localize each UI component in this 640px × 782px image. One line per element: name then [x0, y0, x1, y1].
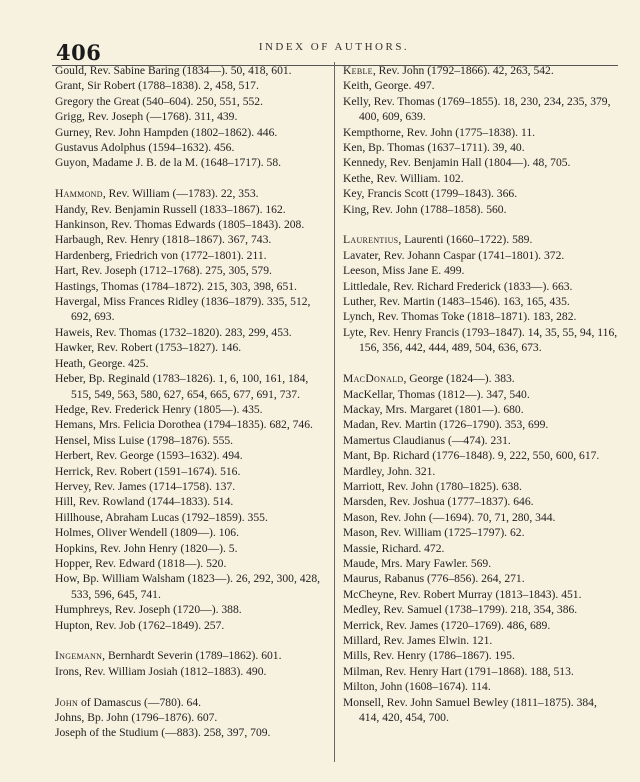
index-entry: [55, 371, 331, 402]
entry-text: of Damascus (—780). 64.: [78, 695, 202, 709]
index-entry: [55, 556, 331, 571]
entry-text: , Rev. John (1792–1866). 42, 263, 542.: [372, 64, 554, 77]
index-entry: [343, 309, 618, 324]
section-gap: [343, 217, 618, 232]
index-entry: [343, 279, 618, 294]
index-entry: [55, 494, 331, 509]
right-column: [343, 63, 618, 725]
index-entry: [343, 140, 618, 155]
entry-text: Hedge, Rev. Frederick Henry (1805—). 435.: [55, 402, 263, 416]
index-entry: [55, 541, 331, 556]
index-entry: [343, 510, 618, 525]
index-entry: [343, 155, 618, 170]
entry-text: Joseph of the Studium (—883). 258, 397, 709.: [55, 726, 271, 740]
entry-text: McCheyne, Rev. Robert Murray (1813–1843). 451.: [343, 587, 582, 601]
column-divider: [334, 62, 335, 762]
entry-text: Gurney, Rev. John Hampden (1802–1862). 446.: [55, 125, 278, 139]
entry-text: King, Rev. John (1788–1858). 560.: [343, 202, 507, 216]
entry-text: Massie, Richard. 472.: [343, 541, 445, 555]
section-gap: [343, 356, 618, 371]
entry-text: Leeson, Miss Jane E. 499.: [343, 264, 465, 278]
index-entry: [55, 479, 331, 494]
index-entry: [55, 618, 331, 633]
index-entry: [343, 232, 618, 247]
entry-text: Medley, Rev. Samuel (1738–1799). 218, 354, 386.: [343, 603, 578, 617]
index-entry: [55, 248, 331, 263]
entry-text: Maude, Mrs. Mary Fawler. 569.: [343, 556, 492, 570]
index-entry: [55, 155, 331, 170]
entry-text: Hervey, Rev. James (1714–1758). 137.: [55, 479, 236, 493]
index-entry: [55, 571, 331, 602]
index-entry: [55, 433, 331, 448]
index-entry: [55, 417, 331, 432]
index-entry: [343, 464, 618, 479]
entry-text: Humphreys, Rev. Joseph (1720—). 388.: [55, 603, 242, 617]
entry-text: Hillhouse, Abraham Lucas (1792–1859). 355.: [55, 510, 268, 524]
section-lead-name: Laurentius: [343, 233, 399, 247]
left-column: [55, 63, 331, 741]
index-entry: [55, 263, 331, 278]
entry-text: Gregory the Great (540–604). 250, 551, 552.: [55, 94, 263, 108]
entry-text: Mackay, Mrs. Margaret (1801—). 680.: [343, 402, 524, 416]
index-entry: [343, 371, 618, 386]
index-entry: [55, 63, 331, 78]
index-entry: [343, 125, 618, 140]
index-entry: [343, 664, 618, 679]
entry-text: Mardley, John. 321.: [343, 464, 436, 478]
index-entry: [343, 479, 618, 494]
entry-text: Hopper, Rev. Edward (1818—). 520.: [55, 556, 227, 570]
index-entry: [55, 525, 331, 540]
entry-text: Hankinson, Rev. Thomas Edwards (1805–1843). 208.: [55, 218, 305, 232]
entry-text: Millard, Rev. James Elwin. 121.: [343, 634, 493, 647]
entry-text: Havergal, Miss Frances Ridley (1836–1879). 335, 512, 692, 693.: [55, 295, 311, 324]
index-entry: [55, 94, 331, 109]
entry-text: Hawker, Rev. Robert (1753–1827). 146.: [55, 341, 242, 355]
index-entry: [343, 402, 618, 417]
index-entry: [55, 186, 331, 201]
entry-text: Grigg, Rev. Joseph (—1768). 311, 439.: [55, 110, 238, 124]
index-entry: [343, 94, 618, 125]
index-entry: [55, 217, 331, 232]
index-entry: [55, 510, 331, 525]
entry-text: Haweis, Rev. Thomas (1732–1820). 283, 299, 453.: [55, 325, 292, 339]
index-entry: [55, 402, 331, 417]
index-entry: [343, 571, 618, 586]
index-entry: [343, 618, 618, 633]
entry-text: Gould, Rev. Sabine Baring (1834—). 50, 418, 601.: [55, 64, 292, 77]
index-entry: [55, 602, 331, 617]
entry-text: Hemans, Mrs. Felicia Dorothea (1794–1835). 682, 746.: [55, 418, 313, 432]
entry-text: Hupton, Rev. Job (1762–1849). 257.: [55, 618, 225, 632]
index-entry: [55, 464, 331, 479]
index-entry: [343, 541, 618, 556]
entry-text: Hill, Rev. Rowland (1744–1833). 514.: [55, 495, 234, 509]
index-entry: [55, 202, 331, 217]
entry-text: Merrick, Rev. James (1720–1769). 486, 689.: [343, 618, 551, 632]
entry-text: Madan, Rev. Martin (1726–1790). 353, 699.: [343, 418, 549, 432]
entry-text: Mason, Rev. William (1725–1797). 62.: [343, 526, 525, 540]
entry-text: Lyte, Rev. Henry Francis (1793–1847). 14, 35, 55, 94, 116, 156, 356, 442, 444, 489, 504, 636, 673.: [343, 325, 618, 355]
index-entry: [343, 695, 618, 726]
index-entry: [55, 325, 331, 340]
entry-text: How, Bp. William Walsham (1823—). 26, 292, 300, 428, 533, 596, 645, 741.: [55, 572, 321, 601]
index-entry: [55, 140, 331, 155]
entry-text: Harbaugh, Rev. Henry (1818–1867). 367, 743.: [55, 233, 272, 247]
entry-text: Lynch, Rev. Thomas Toke (1818–1871). 183, 282.: [343, 310, 577, 324]
index-entry: [55, 695, 331, 710]
index-entry: [55, 340, 331, 355]
entry-text: Irons, Rev. William Josiah (1812–1883). 490.: [55, 664, 267, 678]
section-lead-name: Ingemann: [55, 649, 103, 663]
index-entry: [343, 417, 618, 432]
index-entry: [343, 186, 618, 201]
entry-text: Marriott, Rev. John (1780–1825). 638.: [343, 479, 522, 493]
entry-text: Keith, George. 497.: [343, 79, 435, 93]
index-entry: [343, 587, 618, 602]
entry-text: , Laurenti (1660–1722). 589.: [398, 233, 533, 247]
index-entry: [343, 387, 618, 402]
entry-text: Kempthorne, Rev. John (1775–1838). 11.: [343, 125, 536, 139]
section-gap: [55, 171, 331, 186]
entry-text: Hensel, Miss Luise (1798–1876). 555.: [55, 433, 234, 447]
entry-text: Holmes, Oliver Wendell (1809—). 106.: [55, 526, 239, 540]
index-entry: [55, 448, 331, 463]
index-entry: [343, 648, 618, 663]
entry-text: Handy, Rev. Benjamin Russell (1833–1867). 162.: [55, 202, 286, 216]
entry-text: Kennedy, Rev. Benjamin Hall (1804—). 48, 705.: [343, 156, 571, 170]
section-lead-name: Keble: [343, 64, 373, 77]
index-entry: [343, 556, 618, 571]
entry-text: Mason, Rev. John (—1694). 70, 71, 280, 344.: [343, 510, 556, 524]
entry-text: Ken, Bp. Thomas (1637–1711). 39, 40.: [343, 141, 525, 155]
entry-text: Lavater, Rev. Johann Caspar (1741–1801). 372.: [343, 248, 565, 262]
entry-text: Kelly, Rev. Thomas (1769–1855). 18, 230, 234, 235, 379, 400, 609, 639.: [343, 94, 611, 124]
entry-text: , George (1824—). 383.: [403, 372, 515, 386]
index-entry: [343, 448, 618, 463]
index-entry: [343, 63, 618, 78]
section-gap: [55, 679, 331, 694]
index-entry: [343, 78, 618, 93]
index-entry: [343, 294, 618, 309]
entry-text: Gustavus Adolphus (1594–1632). 456.: [55, 141, 235, 155]
index-entry: [55, 279, 331, 294]
entry-text: Kethe, Rev. William. 102.: [343, 171, 464, 185]
entry-text: Herrick, Rev. Robert (1591–1674). 516.: [55, 464, 241, 478]
entry-text: Heath, George. 425.: [55, 356, 149, 370]
entry-text: Maurus, Rabanus (776–856). 264, 271.: [343, 572, 525, 586]
index-entry: [343, 202, 618, 217]
index-entry: [55, 109, 331, 124]
index-entry: [343, 679, 618, 694]
section-lead-name: John: [55, 695, 79, 709]
entry-text: Mills, Rev. Henry (1786–1867). 195.: [343, 649, 515, 663]
index-entry: [343, 494, 618, 509]
entry-text: Hart, Rev. Joseph (1712–1768). 275, 305, 579.: [55, 264, 272, 278]
entry-text: , Bernhardt Severin (1789–1862). 601.: [102, 649, 282, 663]
entry-text: Hastings, Thomas (1784–1872). 215, 303, 398, 651.: [55, 279, 297, 293]
index-entry: [55, 125, 331, 140]
index-entry: [343, 602, 618, 617]
index-entry: [55, 648, 331, 663]
index-entry: [55, 78, 331, 93]
entry-text: Guyon, Madame J. B. de la M. (1648–1717). 58.: [55, 156, 282, 170]
page-number: 406: [56, 40, 102, 65]
index-entry: [343, 325, 618, 356]
entry-text: Littledale, Rev. Richard Frederick (1833—). 663.: [343, 279, 573, 293]
entry-text: Marsden, Rev. Joshua (1777–1837). 646.: [343, 495, 534, 509]
index-entry: [343, 633, 618, 648]
entry-text: Milman, Rev. Henry Hart (1791–1868). 188, 513.: [343, 664, 574, 678]
entry-text: Heber, Bp. Reginald (1783–1826). 1, 6, 100, 161, 184, 515, 549, 563, 580, 627, 654, 665, 677, 691, 737.: [55, 372, 309, 401]
index-entry: [55, 294, 331, 325]
entry-text: Hardenberg, Friedrich von (1772–1801). 211.: [55, 248, 267, 262]
entry-text: Mant, Bp. Richard (1776–1848). 9, 222, 550, 600, 617.: [343, 449, 600, 463]
index-entry: [55, 664, 331, 679]
index-entry: [343, 525, 618, 540]
entry-text: Johns, Bp. John (1796–1876). 607.: [55, 711, 218, 725]
running-head: INDEX OF AUTHORS.: [258, 41, 410, 53]
index-entry: [55, 232, 331, 247]
section-lead-name: Hammond: [55, 187, 103, 201]
entry-text: , Rev. William (—1783). 22, 353.: [102, 187, 259, 201]
entry-text: Milton, John (1608–1674). 114.: [343, 680, 491, 694]
entry-text: Luther, Rev. Martin (1483–1546). 163, 165, 435.: [343, 295, 570, 309]
index-entry: [55, 710, 331, 725]
section-gap: [55, 633, 331, 648]
entry-text: MacKellar, Thomas (1812—). 347, 540.: [343, 387, 530, 401]
section-lead-name: MacDonald: [343, 372, 404, 386]
entry-text: Grant, Sir Robert (1788–1838). 2, 458, 517.: [55, 79, 259, 93]
entry-text: Monsell, Rev. John Samuel Bewley (1811–1875). 384, 414, 420, 454, 700.: [343, 695, 597, 725]
index-entry: [55, 725, 331, 740]
entry-text: Key, Francis Scott (1799–1843). 366.: [343, 187, 518, 201]
index-entry: [343, 433, 618, 448]
entry-text: Hopkins, Rev. John Henry (1820—). 5.: [55, 541, 238, 555]
index-entry: [343, 171, 618, 186]
index-entry: [55, 356, 331, 371]
index-entry: [343, 263, 618, 278]
entry-text: Mamertus Claudianus (—474). 231.: [343, 433, 511, 447]
entry-text: Herbert, Rev. George (1593–1632). 494.: [55, 449, 243, 463]
index-entry: [343, 248, 618, 263]
